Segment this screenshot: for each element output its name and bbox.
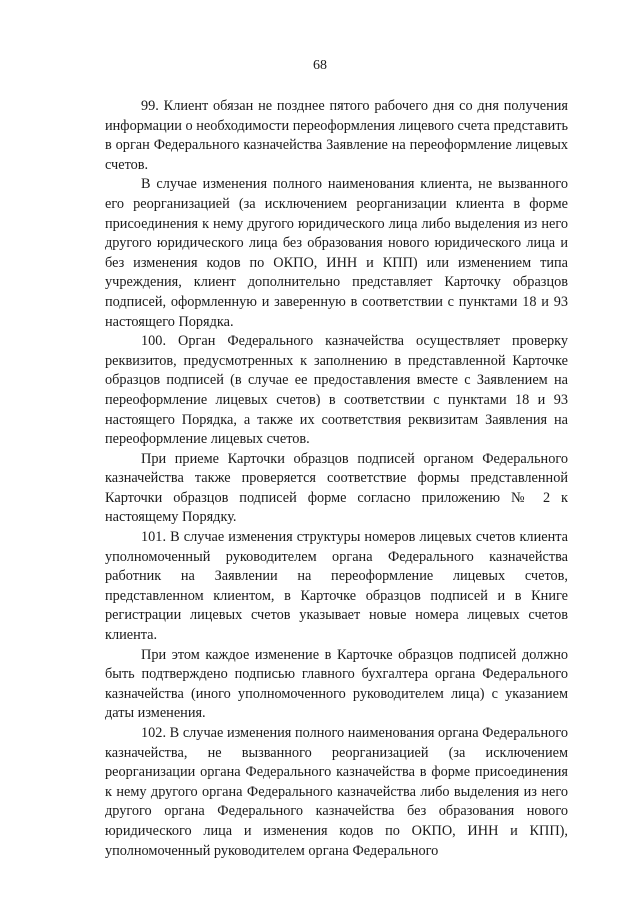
paragraph-99: 99. Клиент обязан не позднее пятого рабочего дня со дня получения информации о необходимости переоформления лицевого счета представить в орган Федерального казначейства Заявление на переоформление лицевых счетов. — [105, 98, 568, 173]
document-body — [105, 97, 568, 861]
paragraph-100-card-check: При приеме Карточки образцов подписей органом Федерального казначейства также проверяется соответствие формы представленной Карточки образцов подписей форме согласно приложению № 2 к настоящему Порядку. — [105, 450, 568, 526]
page-number: 68 — [313, 58, 327, 73]
paragraph-102: 102. В случае изменения полного наименования органа Федерального казначейства, не вызванного реорганизацией (за исключением реорганизации органа Федерального казначейства в форме присоединения к нему другого органа Федерального казначейства либо выделения из него другого органа Федерального казначейства без образования нового юридического лица и изменения кодов по ОКПО, ИНН и КПП), уполномоченный руководителем органа Федерального — [105, 725, 568, 859]
paragraph-99-name-change: В случае изменения полного наименования клиента, не вызванного его реорганизацией (за исключением реорганизации клиента в форме присоединения к нему другого юридического лица либо выделения из него другого юридического лица без образования нового юридического лица и без изменения кодов по ОКПО, ИНН и КПП) или изменением типа учреждения, клиент дополнительно представляет Карточку образцов подписей, оформленную и заверенную в соответствии с пунктами 18 и 93 настоящего Порядка. — [105, 176, 568, 330]
paragraph-101: 101. В случае изменения структуры номеров лицевых счетов клиента уполномоченный руководителем органа Федерального казначейства работник на Заявлении на переоформление лицевых счетов, представленном клиентом, в Карточке образцов подписей и в Книге регистрации лицевых счетов указывает новые номера лицевых счетов клиента. — [105, 529, 568, 644]
paragraph-100: 100. Орган Федерального казначейства осуществляет проверку реквизитов, предусмотренных к заполнению в представленной Карточке образцов подписей (в случае ее предоставления вместе с Заявлением на переоформление лицевых счетов) в соответствии с пунктами 18 и 93 настоящего Порядка, а также их соответствия реквизитам Заявления на переоформление лицевых счетов. — [105, 333, 568, 448]
paragraph-101-signature: При этом каждое изменение в Карточке образцов подписей должно быть подтверждено подписью главного бухгалтера органа Федерального казначейства (иного уполномоченного руководителем лица) с указанием даты изменения. — [105, 646, 568, 722]
